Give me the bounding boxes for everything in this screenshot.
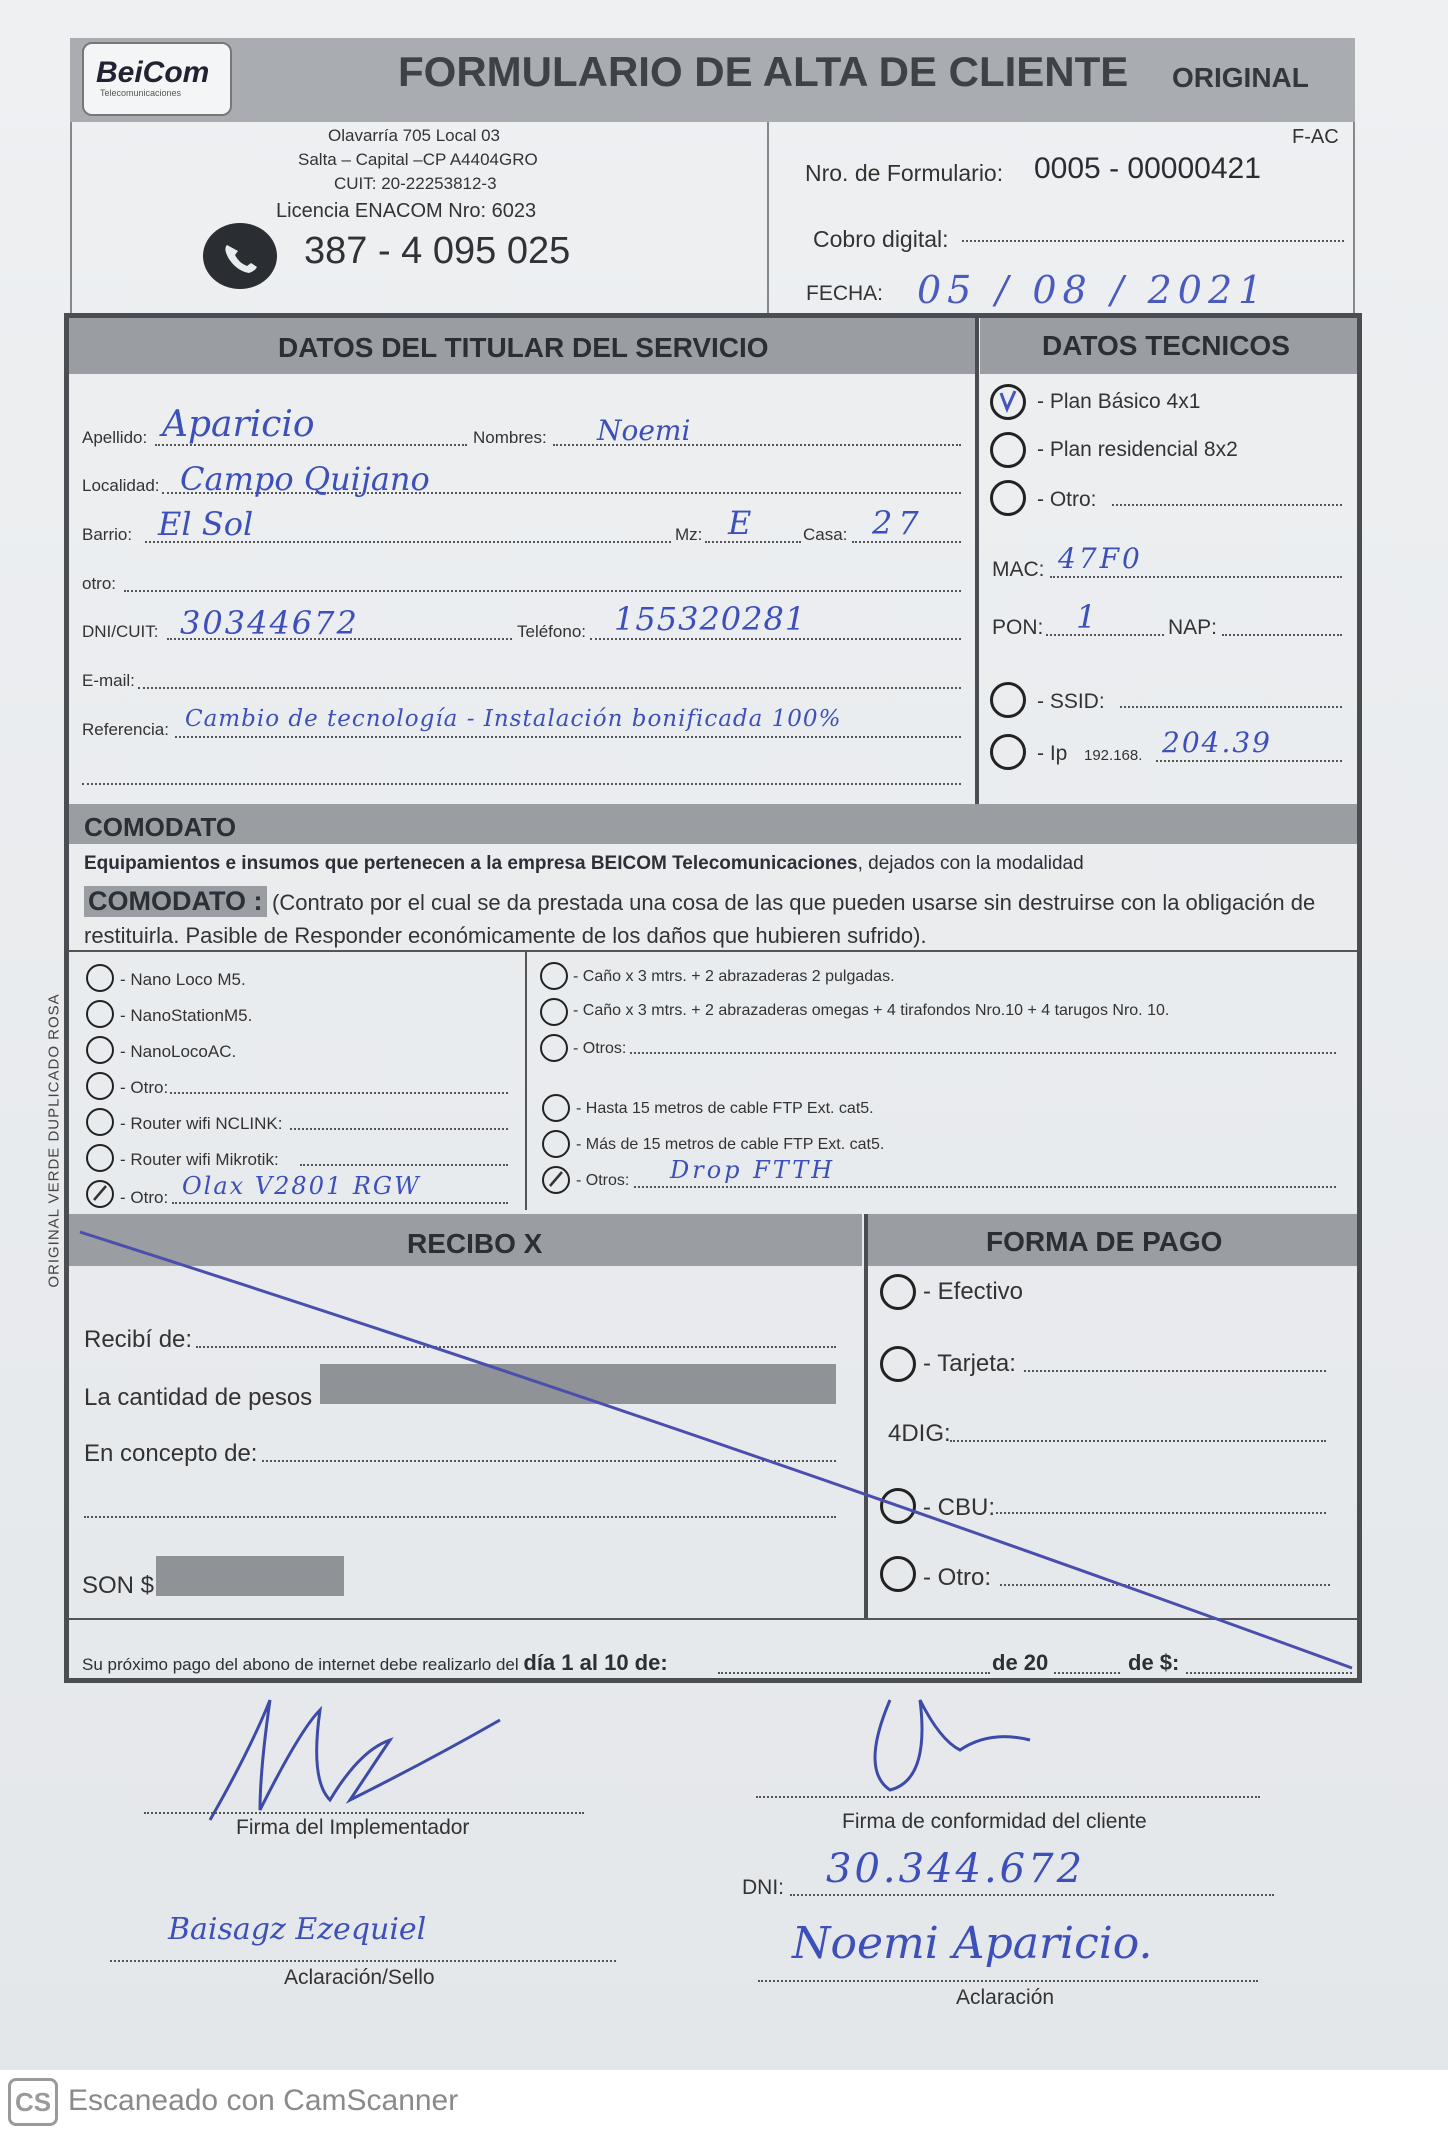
nanoloco-ac-label: - NanoLocoAC.: [120, 1042, 237, 1061]
phone-number: 387 - 4 095 025: [304, 230, 571, 272]
cano-omegas-label: - Caño x 3 mtrs. + 2 abrazaderas omegas + 4 tirafondos Nro.10 + 4 tarugos Nro. 10.: [573, 1002, 1170, 1019]
casa-label: Casa:: [803, 525, 848, 544]
logo-text: BeiCom: [96, 56, 210, 89]
aclaracion-sello-line: [110, 1960, 616, 1962]
pon-value: 1: [1076, 598, 1097, 636]
nanostation-m5-label: - NanoStationM5.: [120, 1006, 253, 1025]
email-label: E-mail:: [82, 671, 135, 690]
plan-residencial-label: - Plan residencial 8x2: [1037, 438, 1238, 461]
fecha-value: 05 / 08 / 2021: [917, 268, 1269, 312]
mac-value: 47F0: [1058, 542, 1143, 575]
side-copy-text: ORIGINAL VERDE DUPLICADO ROSA: [45, 993, 63, 1288]
copy-label: ORIGINAL: [1172, 62, 1309, 93]
telefono-value: 155320281: [614, 600, 807, 638]
address-line-1: Olavarría 705 Local 03: [328, 126, 500, 145]
tarjeta-label: - Tarjeta:: [923, 1350, 1016, 1377]
signature-dni-value: 30.344.672: [826, 1846, 1086, 1892]
comodato-term: COMODATO :: [84, 886, 267, 917]
cable-mas-15m-label: - Más de 15 metros de cable FTP Ext. cat5.: [576, 1136, 885, 1153]
localidad-label: Localidad:: [82, 476, 160, 495]
ssid-label: - SSID:: [1037, 690, 1105, 713]
cuit-line: CUIT: 20-22253812-3: [334, 174, 497, 193]
scanner-text: Escaneado con CamScanner: [68, 2084, 459, 2117]
next-payment-prefix: Su próximo pago del abono de internet debe realizarlo del: [82, 1655, 519, 1674]
signature-dni-label: DNI:: [742, 1876, 784, 1899]
titular-section-title: DATOS DEL TITULAR DEL SERVICIO: [278, 332, 769, 363]
apellido-value: Aparicio: [162, 404, 315, 445]
conformidad-line: [756, 1796, 1260, 1798]
ip-value: 204.39: [1162, 726, 1272, 759]
son-label: SON $: [82, 1572, 155, 1599]
license-line: Licencia ENACOM Nro: 6023: [276, 200, 537, 222]
mac-label: MAC:: [992, 558, 1045, 581]
pago-otro-label: - Otro:: [923, 1564, 992, 1591]
logo-subtext: Telecomunicaciones: [100, 88, 182, 98]
implementador-signature: [190, 1690, 510, 1830]
signature-dni-line: [790, 1894, 1274, 1896]
conformidad-label: Firma de conformidad del cliente: [842, 1810, 1147, 1833]
4dig-label: 4DIG:: [888, 1420, 951, 1447]
nombres-label: Nombres:: [473, 428, 547, 447]
comodato-section-title: COMODATO: [84, 812, 237, 842]
plan-basico-label: - Plan Básico 4x1: [1037, 390, 1201, 413]
mz-label: Mz:: [675, 525, 703, 544]
concepto-label: En concepto de:: [84, 1440, 258, 1467]
efectivo-label: - Efectivo: [923, 1278, 1024, 1305]
barrio-label: Barrio:: [82, 525, 133, 544]
plan-otro-label: - Otro:: [1037, 488, 1097, 511]
implementador-line: [144, 1812, 584, 1814]
next-payment-bold: día 1 al 10 de:: [523, 1650, 668, 1675]
scanner-badge: CS: [8, 2078, 58, 2126]
cliente-signature: [860, 1680, 1060, 1800]
mz-value: E: [728, 504, 752, 542]
comodato-definition: (Contrato por el cual se da prestada una cosa de las que pueden usarse sin destruirse con la obligación de restituirla. Pasible de Responder económicamente de los daños que hubieren sufrido).: [84, 890, 1316, 948]
otro-label: otro:: [82, 574, 117, 593]
nombres-value: Noemi: [597, 414, 691, 447]
dni-label: DNI/CUIT:: [82, 622, 159, 641]
aclaracion-sello-value: Baisagz Ezequiel: [168, 1912, 427, 1947]
right-otros-1-label: - Otros:: [573, 1040, 627, 1057]
apellido-label: Apellido:: [82, 428, 148, 447]
address-line-2: Salta – Capital –CP A4404GRO: [298, 150, 538, 169]
cbu-label: - CBU:: [923, 1494, 995, 1521]
form-number-label: Nro. de Formulario:: [805, 160, 1004, 186]
left-otro-1-label: - Otro:: [120, 1078, 169, 1097]
right-otros-2-value: Drop FTTH: [670, 1156, 836, 1184]
router-mikrotik-label: - Router wifi Mikrotik:: [120, 1150, 279, 1169]
recibo-section-title: RECIBO X: [407, 1228, 543, 1259]
barrio-value: El Sol: [158, 505, 254, 543]
left-otro-2-label: - Otro:: [120, 1188, 169, 1207]
casa-value: 27: [872, 504, 925, 542]
ip-prefix: 192.168.: [1084, 747, 1143, 764]
right-otros-2-label: - Otros:: [576, 1172, 630, 1189]
pon-label: PON:: [992, 616, 1044, 639]
form-title: FORMULARIO DE ALTA DE CLIENTE: [398, 48, 1129, 95]
aclaracion-sello-label: Aclaración/Sello: [284, 1966, 435, 1989]
referencia-label: Referencia:: [82, 720, 169, 739]
telefono-label: Teléfono:: [517, 622, 586, 641]
referencia-value: Cambio de tecnología - Instalación bonificada 100%: [185, 706, 842, 732]
cantidad-label: La cantidad de pesos: [84, 1384, 313, 1411]
fecha-label: FECHA:: [806, 282, 884, 305]
cobro-digital-label: Cobro digital:: [813, 226, 949, 252]
left-otro-2-value: Olax V2801 RGW: [182, 1172, 421, 1200]
form-code: F-AC: [1292, 126, 1339, 148]
comodato-intro-rest: , dejados con la modalidad: [857, 853, 1084, 874]
tecnicos-section-title: DATOS TECNICOS: [1042, 330, 1290, 361]
comodato-intro-bold: Equipamientos e insumos que pertenecen a la empresa BEICOM Telecomunicaciones: [84, 853, 858, 874]
localidad-value: Campo Quijano: [180, 460, 430, 498]
next-payment-de20: de 20: [992, 1650, 1049, 1675]
aclaracion-line: [758, 1980, 1258, 1982]
cable-15m-label: - Hasta 15 metros de cable FTP Ext. cat5.: [576, 1100, 874, 1117]
nano-loco-m5-label: - Nano Loco M5.: [120, 970, 246, 989]
cano-2-abrazaderas-label: - Caño x 3 mtrs. + 2 abrazaderas 2 pulgadas.: [573, 968, 895, 985]
dni-value: 30344672: [180, 604, 359, 642]
next-payment-de-pesos: de $:: [1128, 1650, 1180, 1675]
nap-label: NAP:: [1168, 616, 1218, 639]
implementador-label: Firma del Implementador: [236, 1816, 470, 1839]
pago-section-title: FORMA DE PAGO: [986, 1226, 1223, 1257]
form-number: 0005 - 00000421: [1034, 152, 1261, 185]
aclaracion-label: Aclaración: [956, 1986, 1055, 2009]
aclaracion-value: Noemi Aparicio.: [792, 1918, 1153, 1969]
recibi-label: Recibí de:: [84, 1326, 193, 1353]
router-nclink-label: - Router wifi NCLINK:: [120, 1114, 283, 1133]
ip-label: - Ip: [1037, 742, 1068, 765]
